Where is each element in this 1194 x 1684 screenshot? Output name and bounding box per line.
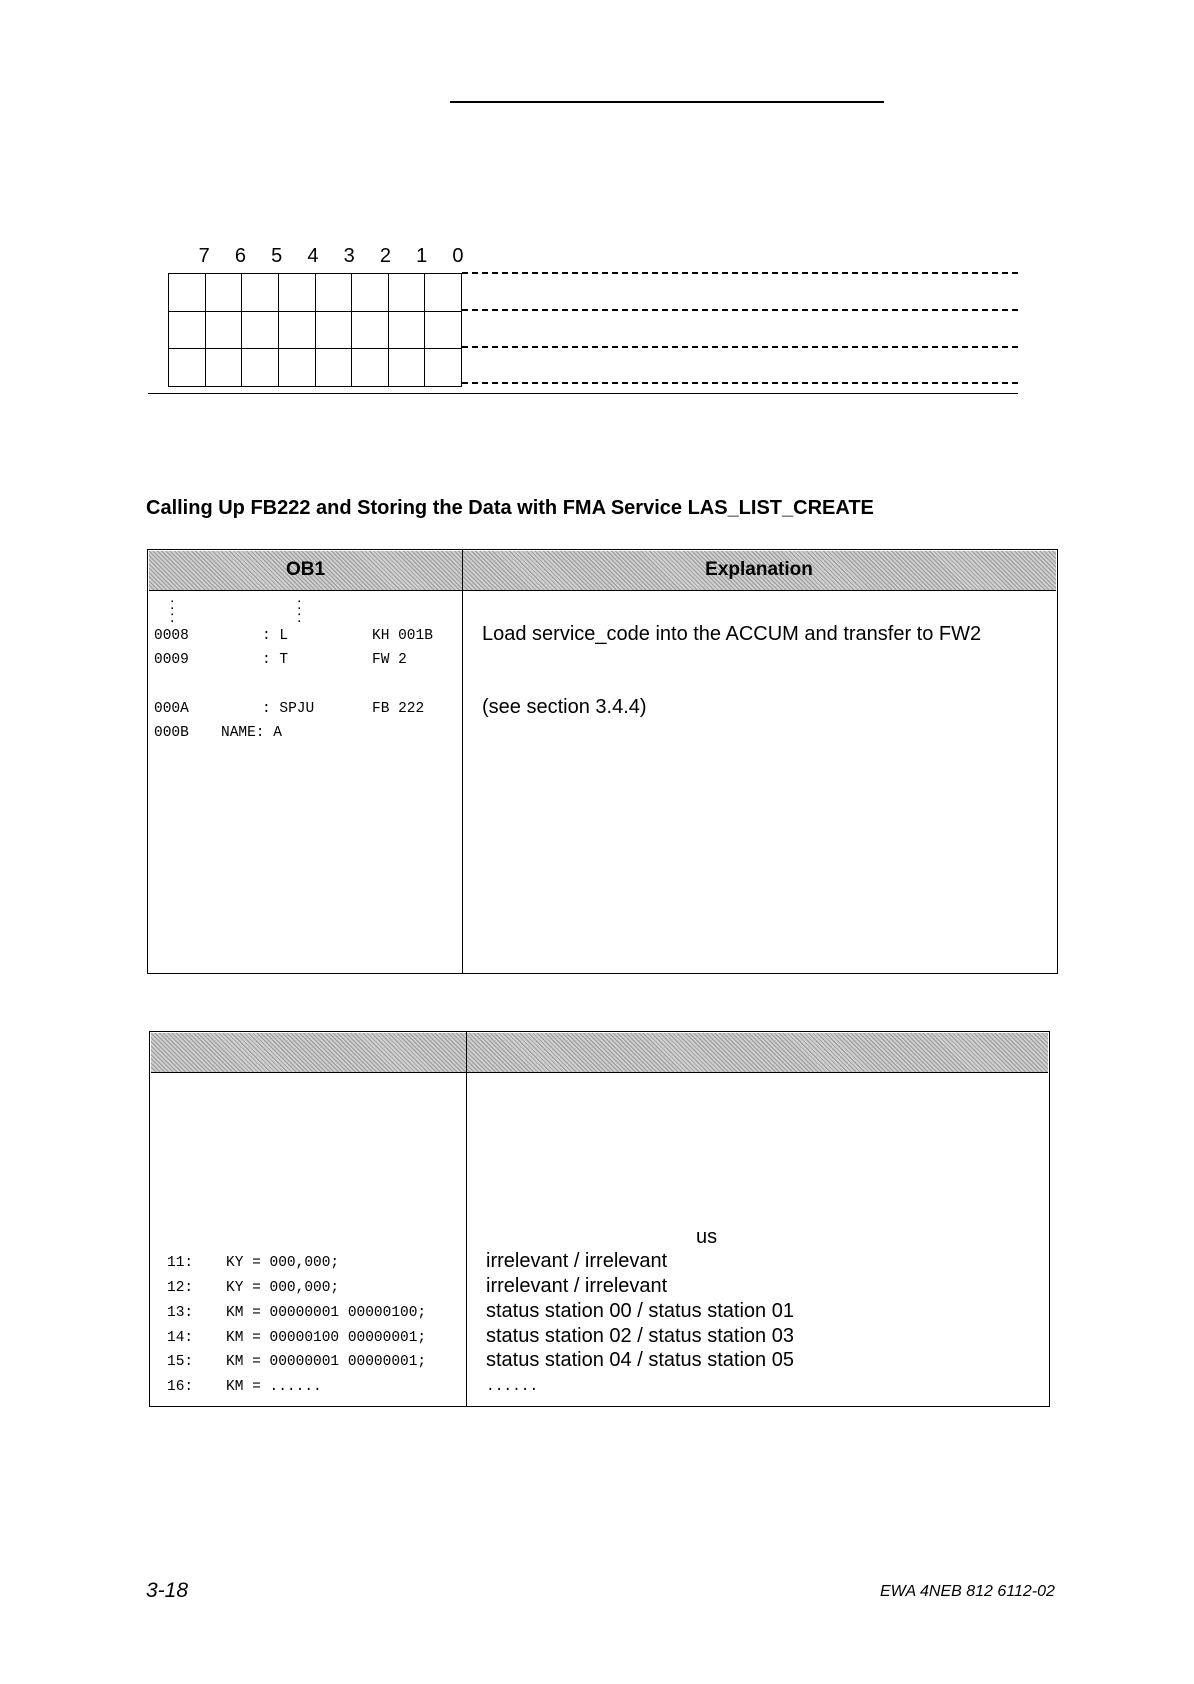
explanation-text: Load service_code into the ACCUM and transfer to FW2: [482, 623, 982, 645]
header-rule: [450, 101, 884, 103]
code-instruction: : L: [262, 628, 289, 644]
column-divider: [462, 549, 463, 973]
explanation-text: irrelevant / irrelevant: [486, 1250, 668, 1272]
row-number: 12:: [167, 1280, 194, 1296]
row-number: 14:: [167, 1330, 194, 1346]
section-title: Calling Up FB222 and Storing the Data with FMA Service LAS_LIST_CREATE: [146, 497, 874, 519]
code-address: 0009: [154, 652, 189, 668]
code-instruction: : SPJU: [262, 701, 315, 717]
explanation-text: ......: [486, 1379, 539, 1395]
partial-text: us: [696, 1226, 718, 1248]
data-code: KM = 00000100 00000001;: [226, 1330, 427, 1346]
continuation-dots: :: [297, 596, 302, 613]
continuation-dots: :: [170, 596, 175, 613]
bit-grid: [168, 273, 462, 387]
bit-grid-row: [169, 311, 462, 349]
data-code: KM = ......: [226, 1379, 322, 1395]
grid-baseline: [148, 393, 1018, 394]
explanation-text: status station 04 / status station 05: [486, 1349, 794, 1371]
continuation-dots: :: [170, 609, 175, 626]
dashed-line: [462, 309, 1018, 311]
header-ob1: OB1: [285, 559, 326, 580]
bit-label: 4: [307, 245, 319, 267]
continuation-dots: :: [297, 609, 302, 626]
code-operand: FW 2: [372, 652, 407, 668]
explanation-text: (see section 3.4.4): [482, 696, 647, 718]
bit-position-labels: [186, 245, 476, 269]
code-operand: KH 001B: [372, 628, 433, 644]
db-table-header: [151, 1033, 1048, 1073]
code-address: 0008: [154, 628, 189, 644]
column-divider: [466, 1031, 467, 1406]
bit-grid-row: [169, 349, 462, 387]
explanation-text: irrelevant / irrelevant: [486, 1275, 668, 1297]
row-number: 13:: [167, 1305, 194, 1321]
data-code: KY = 000,000;: [226, 1280, 340, 1296]
data-code: KY = 000,000;: [226, 1255, 340, 1271]
code-address: 000B: [154, 725, 189, 741]
bit-label: 0: [452, 245, 464, 267]
bit-label: 1: [416, 245, 428, 267]
bit-label: 3: [343, 245, 355, 267]
bit-label: 7: [198, 245, 210, 267]
page-number: 3-18: [146, 1579, 189, 1602]
ob1-table: [147, 549, 1058, 974]
code-instruction: NAME: A: [221, 725, 282, 741]
explanation-text: status station 00 / status station 01: [486, 1300, 794, 1322]
explanation-text: status station 02 / status station 03: [486, 1325, 794, 1347]
bit-grid-row: [169, 274, 462, 312]
code-operand: FB 222: [372, 701, 425, 717]
row-number: 16:: [167, 1379, 194, 1395]
dashed-line: [462, 272, 1018, 274]
dashed-line: [462, 346, 1018, 348]
bit-label: 2: [379, 245, 391, 267]
document-id: EWA 4NEB 812 6112-02: [880, 1583, 1055, 1600]
code-instruction: : T: [262, 652, 289, 668]
row-number: 11:: [167, 1255, 194, 1271]
code-address: 000A: [154, 701, 189, 717]
data-code: KM = 00000001 00000001;: [226, 1354, 427, 1370]
bit-label: 6: [234, 245, 246, 267]
bit-label: 5: [271, 245, 283, 267]
row-number: 15:: [167, 1354, 194, 1370]
data-code: KM = 00000001 00000100;: [226, 1305, 427, 1321]
header-explanation: Explanation: [705, 559, 813, 580]
dashed-line: [462, 382, 1018, 384]
